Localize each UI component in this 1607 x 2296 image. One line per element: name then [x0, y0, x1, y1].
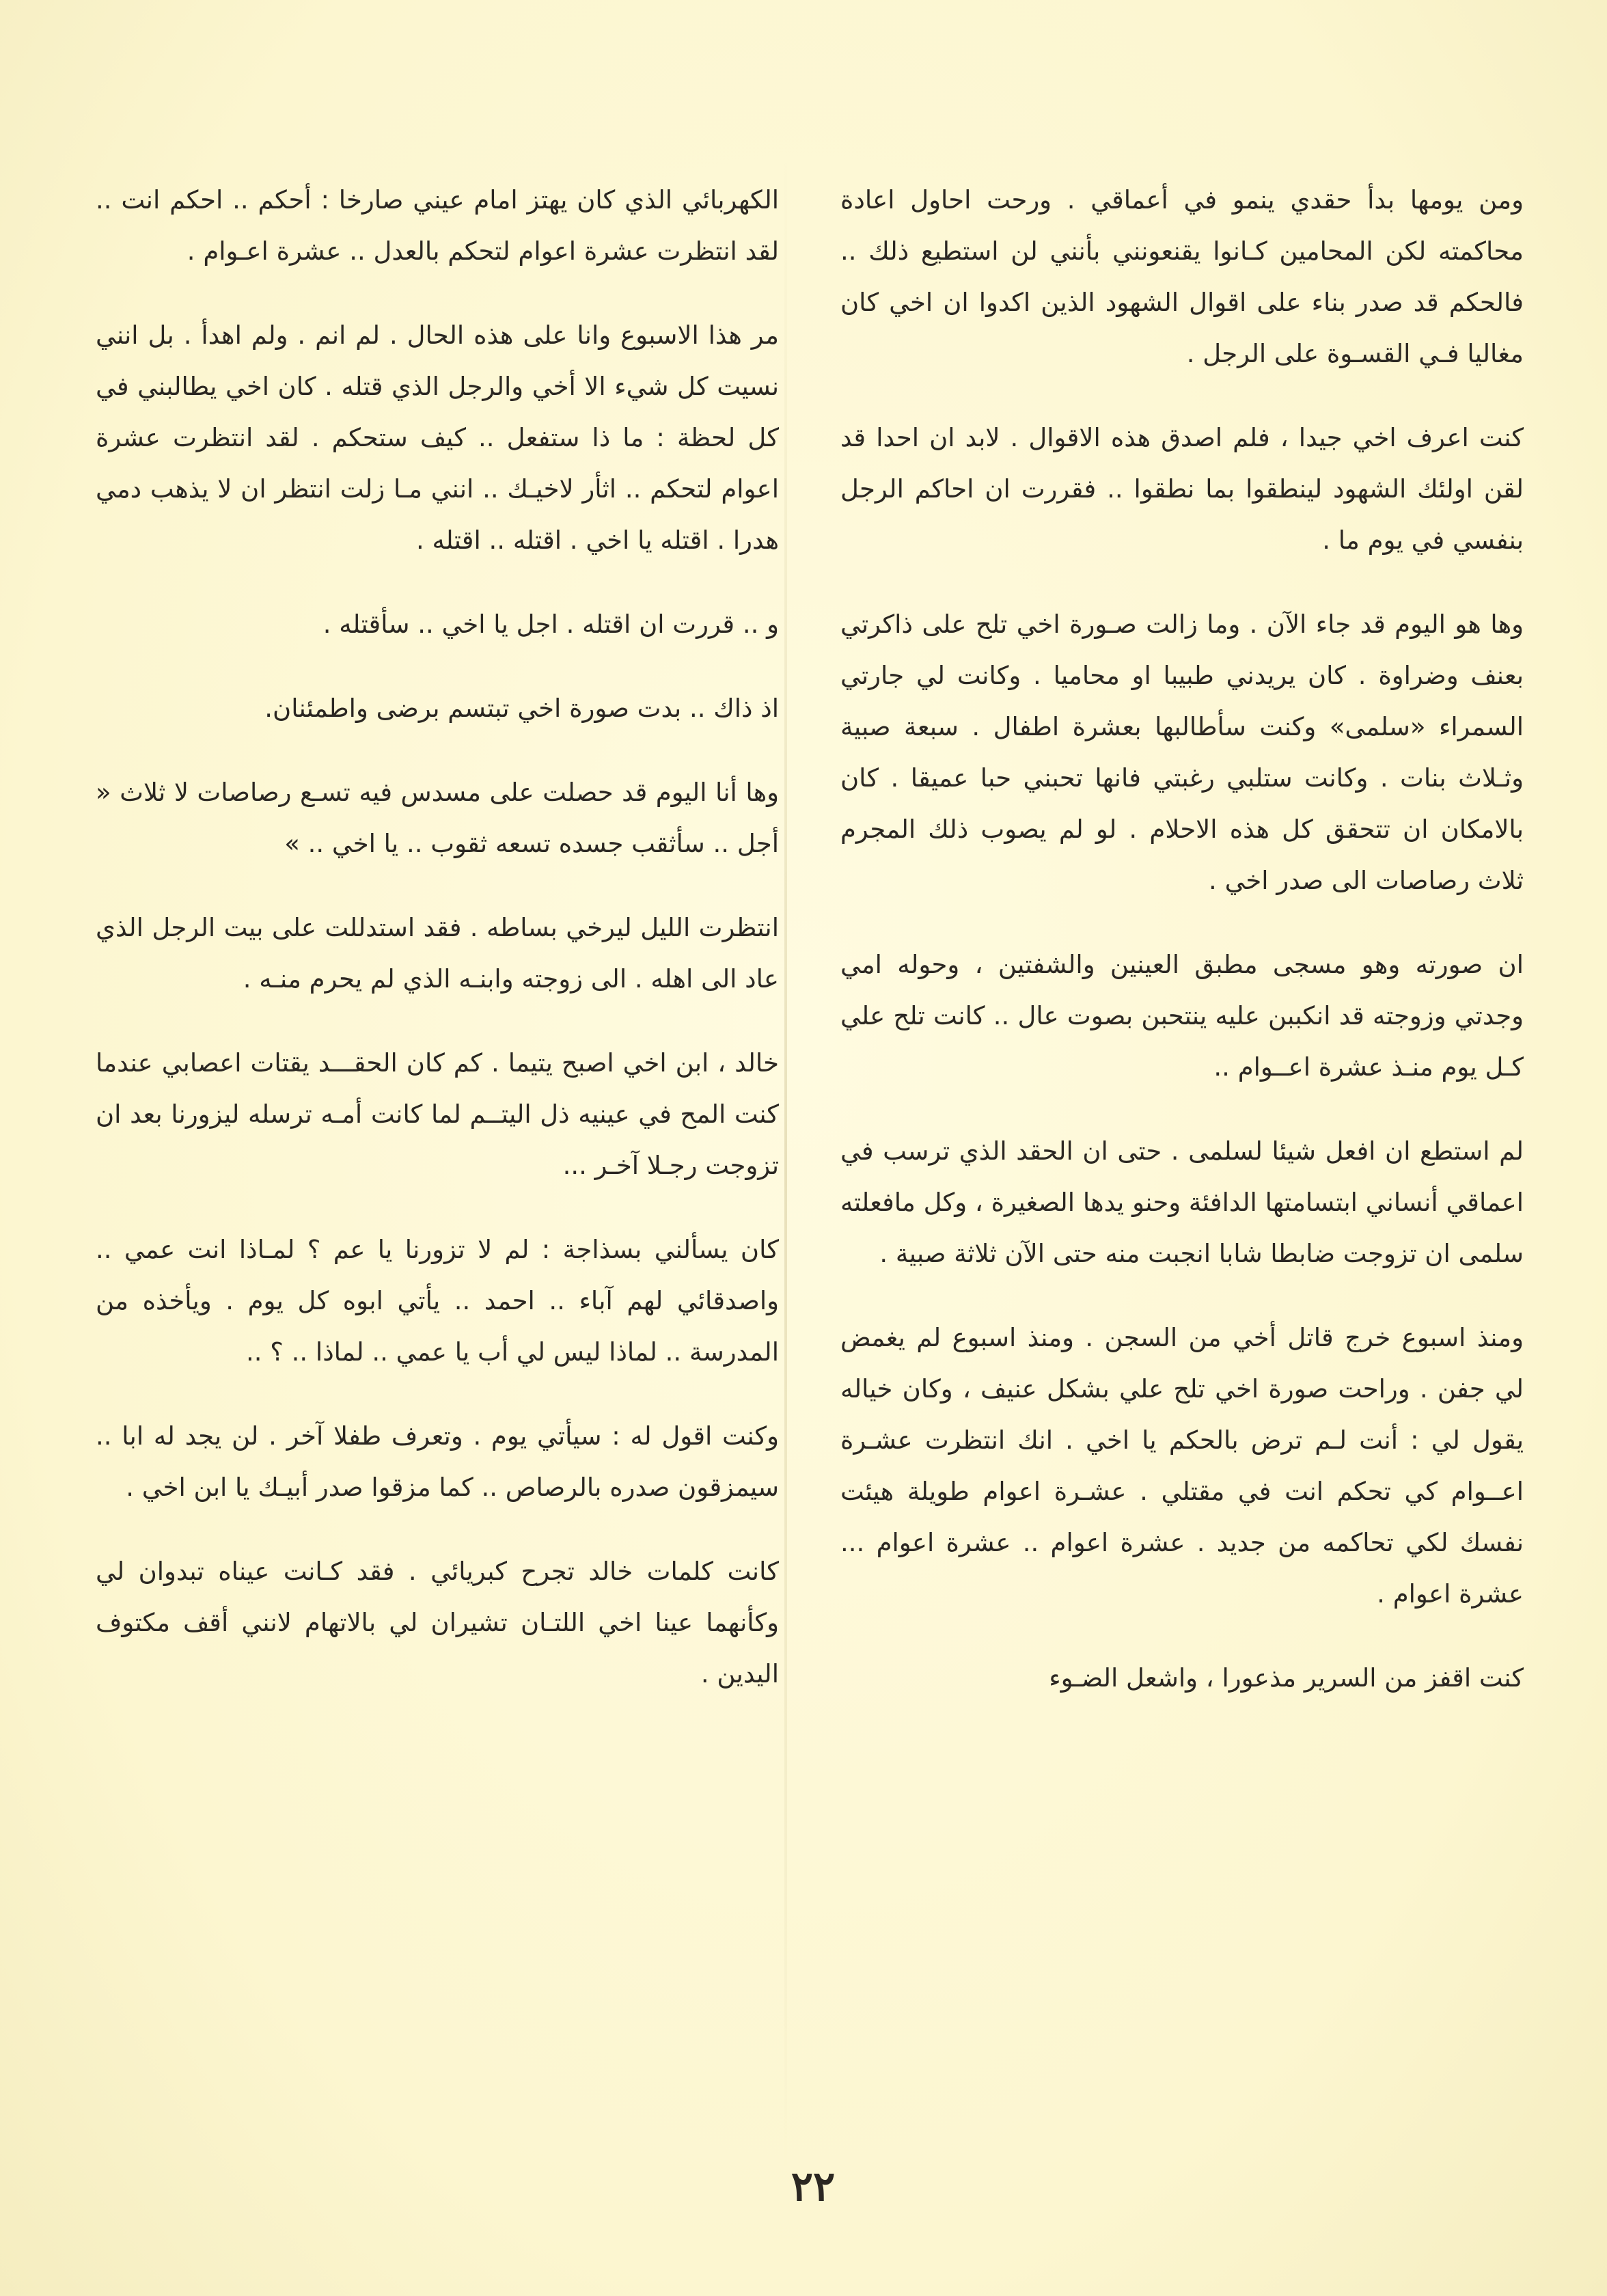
paragraph: وكنت اقول له : سيأتي يوم . وتعرف طفلا آخر . لن يجد له ابا .. سيمزقون صدره بالرصاص .. كما مزقوا صدر أبيـك يا ابن اخي .: [96, 1421, 779, 1502]
paragraph: كانت كلمات خالد تجرح كبريائي . فقد كـانت عيناه تبدوان لي وكأنهما عينا اخي اللتـان تشيران لي بالاتهام لانني أقف مكتوف اليدين .: [96, 1557, 779, 1689]
paragraph: كان يسألني بسذاجة : لم لا تزورنا يا عم ؟ لمـاذا انت عمي .. واصدقائي لهم آباء .. احمد .. يأتي ابوه كل يوم . ويأخذه من المدرسة .. لماذا ليس لي أب يا عمي .. لماذا .. ؟ ..: [96, 1235, 779, 1367]
paragraph: الكهربائي الذي كان يهتز امام عيني صارخا : أحكم .. احكم انت .. لقد انتظرت عشرة اعوام لتحكم بالعدل .. عشرة اعـوام .: [96, 185, 779, 266]
left-text-column: [96, 174, 779, 1732]
paragraph: كنت اعرف اخي جيدا ، فلم اصدق هذه الاقوال . لابد ان احدا قد لقن اولئك الشهود لينطقوا بما نطقوا .. فقررت ان احاكم الرجل بنفسي في يوم ما .: [840, 423, 1524, 555]
paragraph: وها أنا اليوم قد حصلت على مسدس فيه تسـع رصاصات لا ثلاث « أجل .. سأثقب جسده تسعه ثقوب .. يا اخي .. »: [96, 778, 779, 858]
paragraph: ومن يومها بدأ حقدي ينمو في أعماقي . ورحت احاول اعادة محاكمته لكن المحامين كـانوا يقنعونني بأنني لن استطيع ذلك .. فالحكم قد صدر بناء على اقوال الشهود الذين اكدوا ان اخي كان مغاليا فـي القسـوة على الرجل .: [840, 185, 1524, 368]
paragraph: وها هو اليوم قد جاء الآن . وما زالت صـورة اخي تلح على ذاكرتي بعنف وضراوة . كان يريدني طبيبا او محاميا . وكانت لي جارتي السمراء «سلمى» وكنت سأطالبها بعشرة اطفال . سبعة صبية وثـلاث بنات . وكانت ستلبي رغبتي فانها تحبني حبا عميقا . كان بالامكان ان تتحقق كل هذه الاحلام . لو لم يصوب ذلك المجرم ثلاث رصاصات الى صدر اخي .: [840, 610, 1524, 895]
paragraph: انتظرت الليل ليرخي بساطه . فقد استدللت على بيت الرجل الذي عاد الى اهله . الى زوجته وابنـه الذي لم يحرم منـه .: [96, 913, 779, 994]
page-number: ٢٢: [791, 2163, 836, 2211]
paragraph: ان صورته وهو مسجى مطبق العينين والشفتين ، وحوله امي وجدتي وزوجته قد انكببن عليه ينتحبن بصوت عال .. كانت تلح علي كـل يوم منـذ عشرة اعــوام ..: [840, 950, 1524, 1082]
paragraph: لم استطع ان افعل شيئا لسلمى . حتى ان الحقد الذي ترسب في اعماقي أنساني ابتسامتها الدافئة وحنو يدها الصغيرة ، وكل مافعلته سلمى ان تزوجت ضابطا شابا انجبت منه حتى الآن ثلاثة صبية .: [840, 1136, 1524, 1268]
paragraph: و .. قررت ان اقتله . اجل يا اخي .. سأقتله .: [322, 610, 779, 639]
right-text-column: [840, 174, 1524, 1736]
paragraph: خالد ، ابن اخي اصبح يتيما . كم كان الحقـــد يقتات اعصابي عندما كنت المح في عينيه ذل اليتــم لما كانت أمـه ترسله ليزورنا بعد ان تزوجت رجـلا آخـر ...: [96, 1048, 779, 1180]
paragraph: ومنذ اسبوع خرج قاتل أخي من السجن . ومنذ اسبوع لم يغمض لي جفن . وراحت صورة اخي تلح علي بشكل عنيف ، وكان خياله يقول لي : أنت لـم ترض بالحكم يا اخي . انك انتظرت عشـرة اعــوام كي تحكم انت في مقتلي . عشـرة اعوام طويلة هيئت نفسك لكي تحاكمه من جديد . عشرة اعوام .. عشرة اعوام ... عشرة اعوام .: [840, 1323, 1524, 1609]
paragraph: اذ ذاك .. بدت صورة اخي تبتسم برضى واطمئنان.: [264, 694, 779, 723]
center-crease: [784, 157, 787, 2173]
paragraph: كنت اقفز من السرير مذعورا ، واشعل الضـوء: [1049, 1663, 1524, 1693]
paragraph: مر هذا الاسبوع وانا على هذه الحال . لم انم . ولم اهدأ . بل انني نسيت كل شيء الا أخي والرجل الذي قتله . كان اخي يطالبني في كل لحظة : ما ذا ستفعل .. كيف ستحكم . لقد انتظرت عشرة اعوام لتحكم .. اثأر لاخيـك .. انني مـا زلت انتظر ان لا يذهب دمي هدرا . اقتله يا اخي . اقتله .. اقتله .: [96, 320, 779, 555]
